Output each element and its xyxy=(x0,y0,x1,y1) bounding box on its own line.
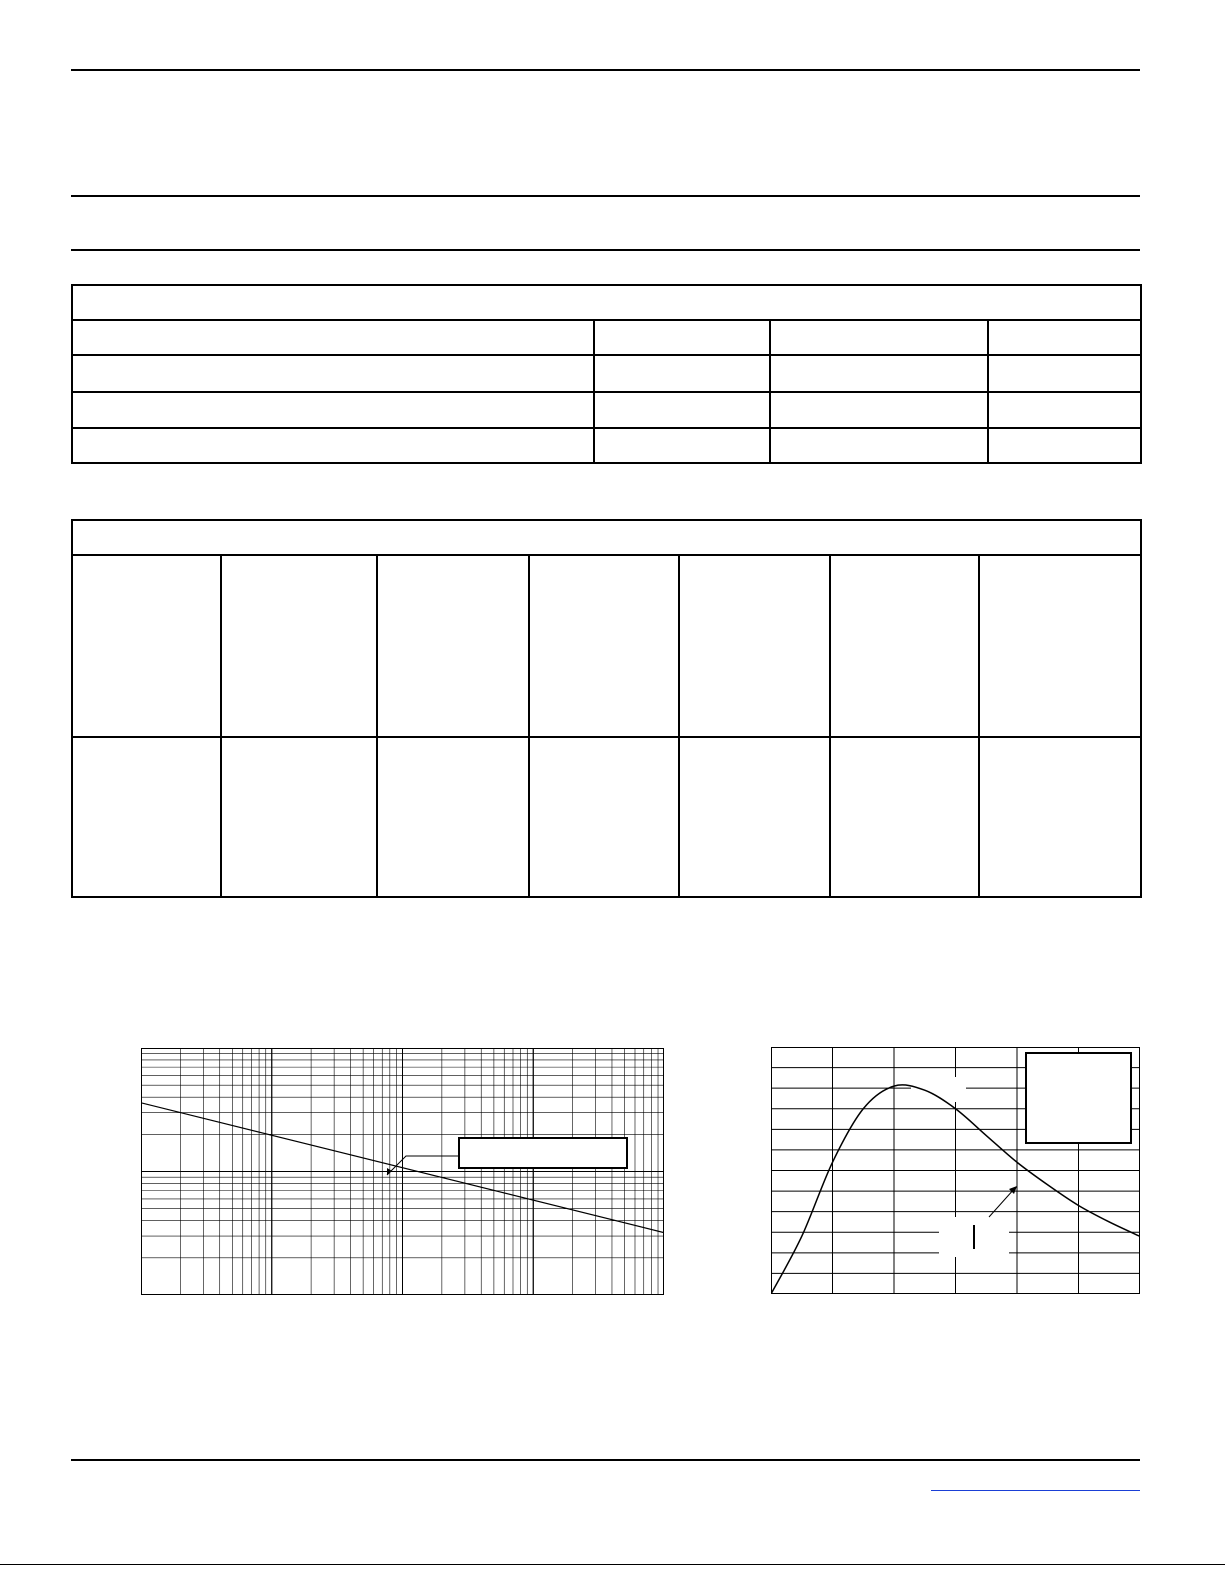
annotation-box xyxy=(459,1138,627,1168)
characteristics-table-header xyxy=(72,555,1141,737)
annotation-leader xyxy=(989,1188,1015,1217)
section-rule-2 xyxy=(71,249,1140,251)
table-cell xyxy=(988,392,1141,428)
table-cell xyxy=(377,737,529,897)
loglog-chart xyxy=(141,1048,664,1295)
table-cell xyxy=(770,355,988,392)
table-cell xyxy=(221,737,377,897)
table-row xyxy=(72,392,1141,428)
table-cell xyxy=(679,737,830,897)
characteristics-table-title xyxy=(72,520,1141,555)
table-cell xyxy=(770,428,988,463)
table-cell xyxy=(72,428,594,463)
header-top-rule xyxy=(71,69,1140,71)
section-rule-1 xyxy=(71,195,1140,197)
footer-link[interactable] xyxy=(931,1490,1140,1491)
table-cell xyxy=(529,555,679,737)
table-row xyxy=(72,355,1141,392)
table-cell xyxy=(72,555,221,737)
annotation-leader xyxy=(387,1156,459,1175)
table-cell xyxy=(770,392,988,428)
ratings-table-header xyxy=(72,320,1141,355)
legend-box xyxy=(1026,1053,1131,1143)
table-cell xyxy=(377,555,529,737)
table-cell xyxy=(221,555,377,737)
table-cell xyxy=(988,320,1141,355)
table-cell xyxy=(529,737,679,897)
characteristics-table xyxy=(71,519,1142,898)
ratings-table-title xyxy=(72,285,1141,320)
footer-rule xyxy=(71,1459,1140,1461)
table-cell xyxy=(988,428,1141,463)
table-cell xyxy=(830,737,979,897)
table-cell xyxy=(72,320,594,355)
table-cell xyxy=(679,555,830,737)
table-cell xyxy=(988,355,1141,392)
table-cell xyxy=(594,392,770,428)
table-cell xyxy=(979,737,1141,897)
page-bottom-rule xyxy=(0,1564,1225,1565)
table-cell xyxy=(770,320,988,355)
table-cell xyxy=(830,555,979,737)
table-cell xyxy=(594,355,770,392)
table-cell xyxy=(72,355,594,392)
arrowhead-icon xyxy=(387,1168,392,1175)
table-row xyxy=(72,737,1141,897)
table-cell xyxy=(594,320,770,355)
curve-chart xyxy=(771,1047,1140,1294)
table-cell xyxy=(72,737,221,897)
table-cell xyxy=(594,428,770,463)
table-cell xyxy=(979,555,1141,737)
label-mask xyxy=(911,1077,966,1102)
table-row xyxy=(72,428,1141,463)
table-cell xyxy=(72,392,594,428)
ratings-table xyxy=(71,284,1142,464)
